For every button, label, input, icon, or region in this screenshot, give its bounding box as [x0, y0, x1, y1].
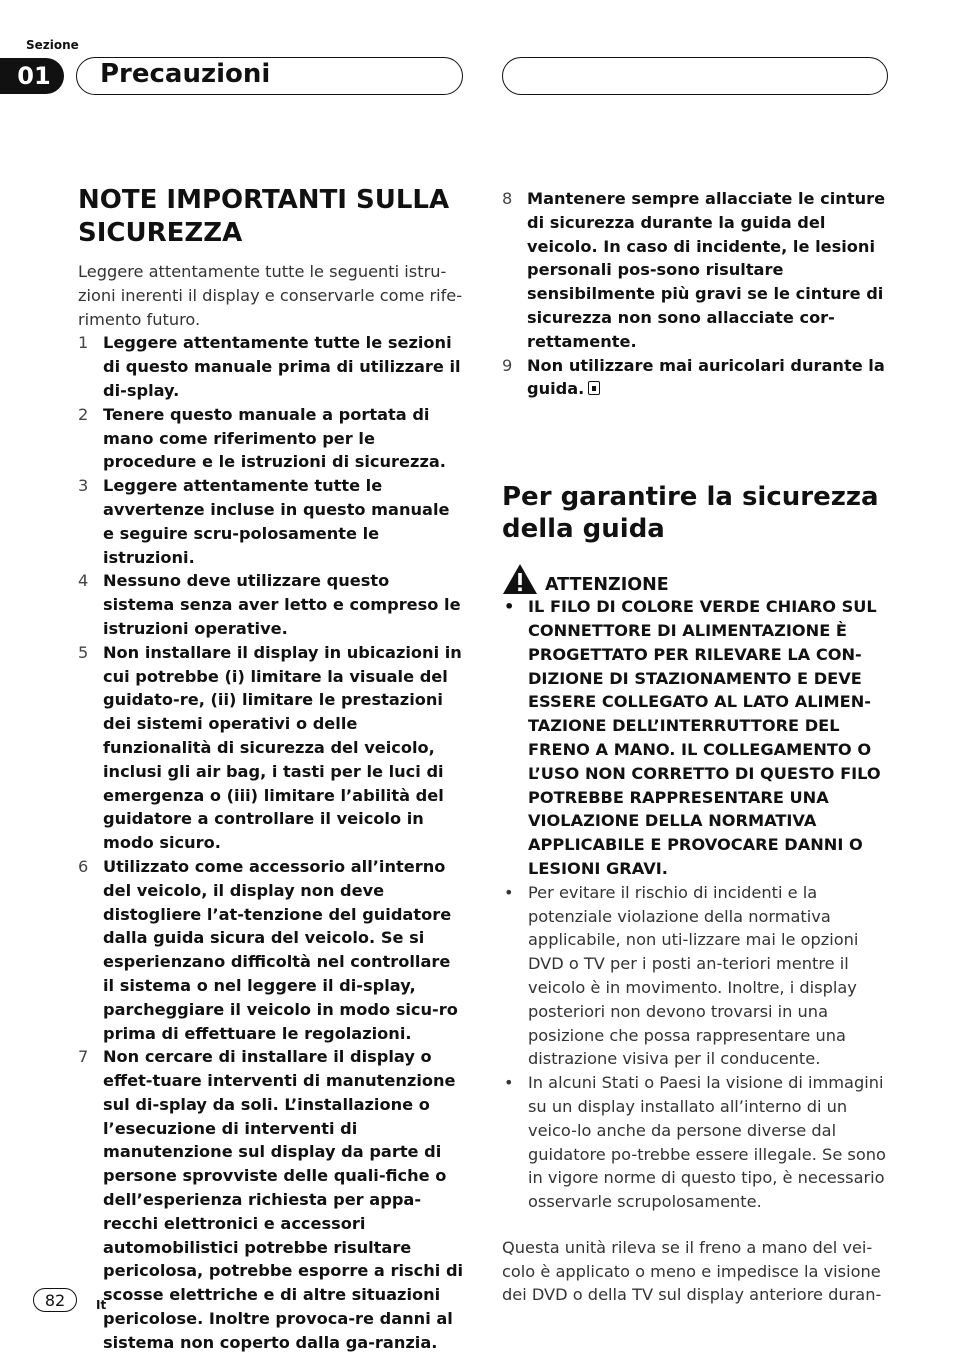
safety-list-left: [78, 331, 466, 1354]
bullet-icon: •: [504, 597, 515, 617]
attention-label: ATTENZIONE: [545, 575, 669, 596]
driving-safety-heading: Per garantire la sicurezza della guida: [502, 482, 879, 545]
safety-notes-heading: NOTE IMPORTANTI SULLA SICUREZZA: [78, 185, 450, 248]
right-column: [502, 187, 892, 1307]
list-item: 4 Nessuno deve utilizzare questo sistema senza aver letto e compreso le istruzioni operative.: [78, 571, 461, 638]
warning-triangle-icon: [502, 563, 538, 595]
list-item: 9 Non utilizzare mai auricolari durante la guida.: [502, 355, 885, 399]
list-item: 5 Non installare il display in ubicazioni in cui potrebbe (i) limitare la visuale del guidato-re, (ii) limitare le prestazioni dei sistemi operativi o delle funzionalità di sicurezza del veicolo, inclusi gli air bag, i tasti per le luci di emergenza o (iii) limitare l’abilità del guidatore a controllare il veicolo in modo sicuro.: [78, 642, 462, 853]
language-code: It: [96, 1298, 107, 1312]
list-item: 7 Non cercare di installare il display o effet-tuare interventi di manutenzione sul di-splay da soli. L’installazione o l’esecuzione di interventi di manutenzione sul display da parte di persone sprovviste delle quali-fiche o dell’esperienza richiesta per appa-recchi elettronici e accessori automobilistici potrebbe risultare pericolosa, potrebbe esporre a rischi di scosse elettriche e di altre situazioni pericolose. Inoltre provoca-re danni al sistema non coperto dalla ga-ranzia.: [78, 1047, 464, 1352]
attention-bullets: [502, 595, 892, 1214]
left-column: [78, 184, 466, 1355]
attention-header: [502, 567, 892, 595]
closing-paragraph: Questa unità rileva se il freno a mano del vei-colo è applicato o meno e impedisce la visione dei DVD o della TV sul display anteriore duran-: [502, 1237, 882, 1305]
list-item: • IL FILO DI COLORE VERDE CHIARO SUL CONNETTORE DI ALIMENTAZIONE È PROGETTATO PER RILEVARE LA CON-DIZIONE DI STAZIONAMENTO E DEVE ESSERE COLLEGATO AL LATO ALIMEN-TAZIONE DELL’INTERRUTTORE DEL FRENO A MANO. IL COLLEGAMENTO O L’USO NON CORRETTO DI QUESTO FILO POTREBBE RAPPRESENTARE UNA VIOLAZIONE DELLA NORMATIVA APPLICABILE E PROVOCARE DANNI O LESIONI GRAVI.: [504, 597, 881, 878]
section-title: Precauzioni: [100, 59, 271, 89]
section-number-badge: 01: [0, 58, 64, 94]
list-item: 2 Tenere questo manuale a portata di mano come riferimento per le procedure e le istruzioni di sicurezza.: [78, 404, 446, 472]
intro-paragraph: Leggere attentamente tutte le seguenti istru-zioni inerenti il display e conservarle come rife-rimento futuro.: [78, 262, 463, 329]
bullet-icon: •: [504, 1073, 514, 1093]
list-item: 1 Leggere attentamente tutte le sezioni di questo manuale prima di utilizzare il di-splay.: [78, 333, 461, 400]
bullet-icon: •: [504, 882, 514, 902]
section-label: Sezione: [26, 38, 79, 52]
list-item: 3 Leggere attentamente tutte le avvertenze incluse in questo manuale e seguire scru-polosamente le istruzioni.: [78, 476, 450, 567]
safety-list-right: [502, 187, 892, 401]
header-empty-frame: [502, 57, 888, 95]
list-item: 8 Mantenere sempre allacciate le cinture di sicurezza durante la guida del veicolo. In caso di incidente, le lesioni personali pos-sono risultare sensibilmente più gravi se le cinture di sicurezza non sono allacciate cor-rettamente.: [502, 189, 886, 351]
list-item: • Per evitare il rischio di incidenti e la potenziale violazione della normativa applicabile, non uti-lizzare mai le opzioni DVD o TV per i posti an-teriori mentre il veicolo è in movimento. Inoltre, i display posteriori non devono trovarsi in una posizione che possa rappresentare una distrazione visiva per il conducente.: [504, 882, 859, 1069]
list-item: 6 Utilizzato come accessorio all’interno del veicolo, il display non deve distogliere l’at-tenzione del guidatore dalla guida sicura del veicolo. Se si esperienzano difficoltà nel controllare il sistema o nel leggere il di-splay, parcheggiare il veicolo in modo sicu-ro prima di effettuare le regolazioni.: [78, 856, 458, 1043]
page-number: 82: [33, 1288, 77, 1312]
end-of-section-icon: [588, 381, 600, 395]
list-item: • In alcuni Stati o Paesi la visione di immagini su un display installato all’interno di un veico-lo anche da persone diverse dal guidatore po-trebbe essere illegale. Se sono in vigore norme di questo tipo, è necessario osservarle scrupolosamente.: [504, 1073, 886, 1212]
